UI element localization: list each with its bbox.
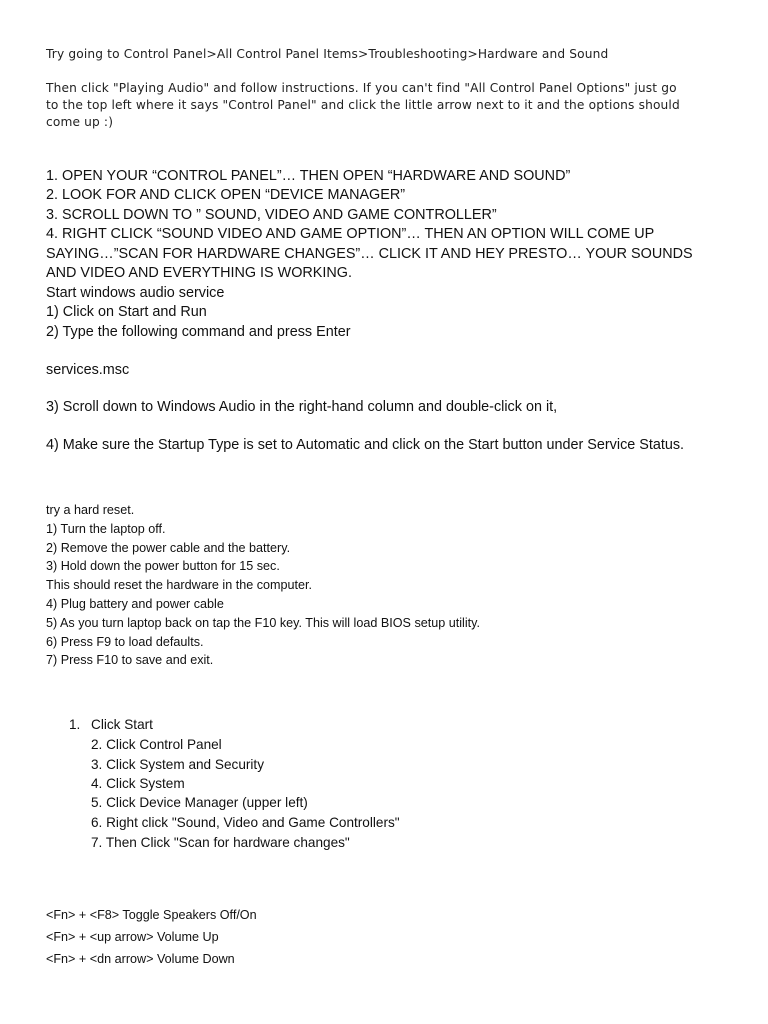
hard-reset-line: 4) Plug battery and power cable [46,597,224,611]
intro-paragraph-line: Then click "Playing Audio" and follow instructions. If you can't find "All Control Panel Options" just go [46,81,677,95]
hard-reset-line: 2) Remove the power cable and the battery. [46,541,291,555]
hard-reset-line: 7) Press F10 to save and exit. [46,653,214,667]
shortcut-line: <Fn> + <F8> Toggle Speakers Off/On [46,908,257,922]
audio-service-command: services.msc [46,362,130,378]
hard-reset-line: 1) Turn the laptop off. [46,522,166,536]
intro-paragraph-line: come up :) [46,115,114,129]
intro-paragraph-line: to the top left where it says "Control Panel" and click the little arrow next to it and the options should [46,98,680,112]
hard-reset-line: 3) Hold down the power button for 15 sec. [46,559,280,573]
audio-service-step: 1) Click on Start and Run [46,304,207,320]
upper-step: 3. SCROLL DOWN TO ” SOUND, VIDEO AND GAME CONTROLLER” [46,207,497,223]
upper-step: 2. LOOK FOR AND CLICK OPEN “DEVICE MANAGER” [46,187,406,203]
upper-step: 1. OPEN YOUR “CONTROL PANEL”… THEN OPEN “HARDWARE AND SOUND” [46,168,571,184]
hard-reset-line: This should reset the hardware in the computer. [46,578,313,592]
device-list-item: 4. Click System [91,776,185,791]
device-list-item: 3. Click System and Security [91,757,265,772]
upper-step: 4. RIGHT CLICK “SOUND VIDEO AND GAME OPTION”… THEN AN OPTION WILL COME UP [46,226,655,242]
hard-reset-line: 5) As you turn laptop back on tap the F10 key. This will load BIOS setup utility. [46,616,481,630]
shortcut-line: <Fn> + <dn arrow> Volume Down [46,952,235,966]
audio-service-step: 4) Make sure the Startup Type is set to Automatic and click on the Start button under Service Status. [46,437,685,453]
hard-reset-line: 6) Press F9 to load defaults. [46,635,204,649]
upper-step: AND VIDEO AND EVERYTHING IS WORKING. [46,265,352,281]
intro-line: Try going to Control Panel>All Control Panel Items>Troubleshooting>Hardware and Sound [46,47,609,61]
device-list-item: 5. Click Device Manager (upper left) [91,795,308,810]
audio-service-title: Start windows audio service [46,285,225,301]
hard-reset-line: try a hard reset. [46,503,135,517]
device-list-item: 7. Then Click "Scan for hardware changes" [91,835,350,850]
device-list-item: 6. Right click "Sound, Video and Game Controllers" [91,815,400,830]
device-list-item: 2. Click Control Panel [91,737,222,752]
device-list-number: 1. [69,717,81,732]
audio-service-step: 2) Type the following command and press Enter [46,324,351,340]
audio-service-step: 3) Scroll down to Windows Audio in the right-hand column and double-click on it, [46,399,558,415]
shortcut-line: <Fn> + <up arrow> Volume Up [46,930,219,944]
device-list-item: Click Start [91,717,153,732]
upper-step: SAYING…”SCAN FOR HARDWARE CHANGES”… CLICK IT AND HEY PRESTO… YOUR SOUNDS [46,246,693,262]
